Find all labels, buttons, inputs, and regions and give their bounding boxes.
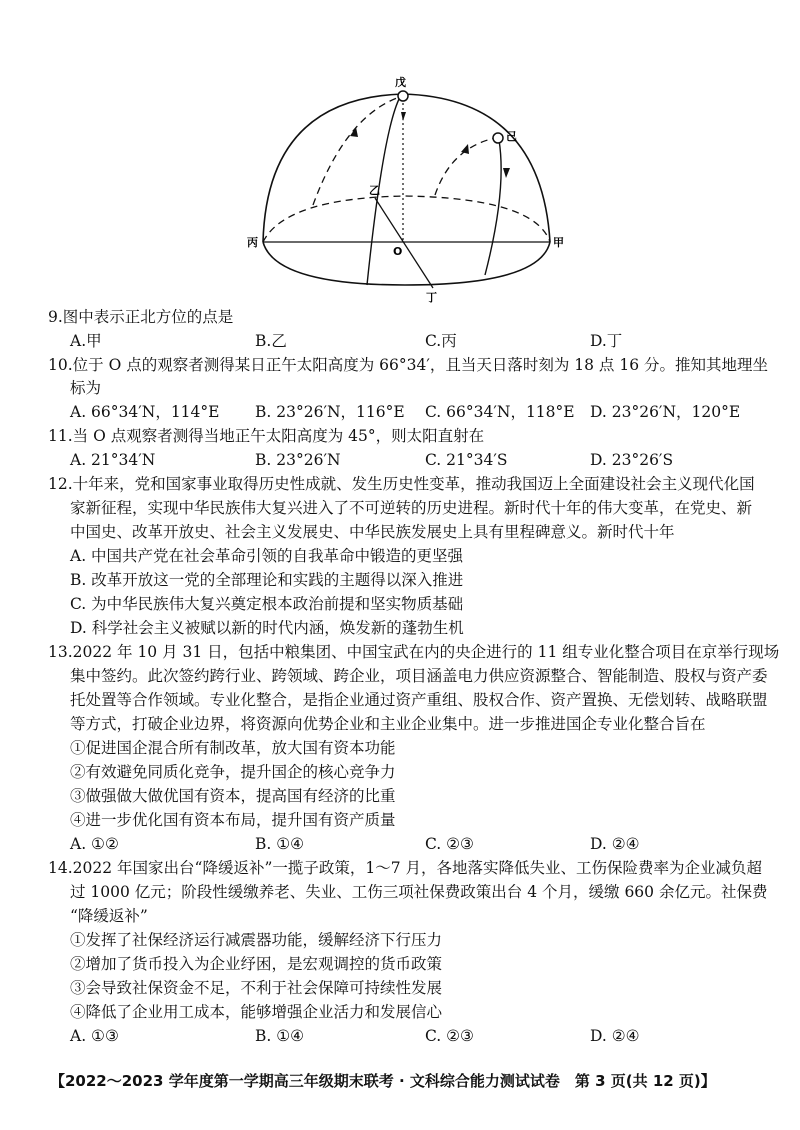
label-o: O (393, 245, 403, 258)
question-10-stem-cont: 标为 (70, 379, 102, 397)
question-11-options (70, 449, 770, 471)
question-11-stem: 11.当 O 点观察者测得当地正午太阳高度为 45°，则太阳直射在 (48, 427, 485, 445)
option: D. ②④ (590, 1027, 640, 1045)
question-13-stem-cont: 托处置等合作领域。专业化整合，是指企业通过资产重组、股权合作、资产置换、无偿划转、战略联盟 (70, 691, 768, 709)
point-wu (398, 91, 408, 101)
option: C. ②③ (425, 1027, 474, 1045)
option: D. 23°26′S (590, 451, 674, 469)
question-13-item-3: ③做强做大做优国有资本，提高国有经济的比重 (70, 787, 396, 805)
question-9-stem: 9.图中表示正北方位的点是 (48, 308, 234, 326)
label-yi: 乙 (369, 184, 380, 197)
option: A. 21°34′N (70, 451, 156, 469)
question-13-options (70, 833, 770, 855)
question-10-stem: 10.位于 O 点的观察者测得某日正午太阳高度为 66°34′，且当天日落时刻为 18 点 16 分。推知其地理坐 (48, 356, 769, 374)
question-13-item-1: ①促进国企混合所有制改革，放大国有资本功能 (70, 739, 396, 757)
option: A. ①② (70, 835, 119, 853)
label-ji: 己 (506, 130, 517, 143)
horizon-back (263, 196, 550, 242)
question-14-item-3: ③会导致社保资金不足，不利于社会保障可持续性发展 (70, 979, 443, 997)
point-ji (493, 133, 503, 143)
question-13-item-4: ④进一步优化国有资本布局，提升国有资产质量 (70, 811, 396, 829)
option: D. ②④ (590, 835, 640, 853)
yi-ding-line (375, 198, 433, 288)
question-14-stem-cont: “降缓返补” (70, 907, 148, 925)
horizon-front (263, 242, 550, 285)
sun-path-2 (485, 140, 501, 275)
question-14-item-2: ②增加了货币投入为企业纾困，是宏观调控的货币政策 (70, 955, 443, 973)
option: B.乙 (255, 332, 287, 350)
question-12-option-d: D. 科学社会主义被赋以新的时代内涵，焕发新的蓬勃生机 (70, 619, 464, 637)
option: A. 66°34′N，114°E (70, 403, 220, 421)
option: D.丁 (590, 332, 623, 350)
question-14-stem: 14.2022 年国家出台“降缓返补”一揽子政策，1～7 月，各地落实降低失业、工伤保险费率为企业减负超 (48, 859, 763, 877)
option: B. ①④ (255, 1027, 305, 1045)
option: A.甲 (70, 332, 102, 350)
question-12-stem: 12.十年来，党和国家事业取得历史性成就、发生历史性变革，推动我国迈上全面建设社会主义现代化国 (48, 475, 755, 493)
option: C. 66°34′N，118°E (425, 403, 575, 421)
question-14-item-1: ①发挥了社保经济运行减震器功能，缓解经济下行压力 (70, 931, 443, 949)
option: C. 21°34′S (425, 451, 508, 469)
page-footer: 【2022～2023 学年度第一学期高三年级期末联考 · 文科综合能力测试试卷 第 3 页(共 12 页)】 (50, 1072, 716, 1090)
question-12-option-b: B. 改革开放这一党的全部理论和实践的主题得以深入推进 (70, 571, 464, 589)
question-13-stem-cont: 集中签约。此次签约跨行业、跨领域、跨企业，项目涵盖电力供应资源整合、智能制造、股权与资产委 (70, 667, 768, 685)
question-14-item-4: ④降低了企业用工成本，能够增强企业活力和发展信心 (70, 1003, 443, 1021)
question-12-option-a: A. 中国共产党在社会革命引领的自我革命中锻造的更坚强 (70, 547, 464, 565)
question-12-option-c: C. 为中华民族伟大复兴奠定根本政治前提和坚实物质基础 (70, 595, 464, 613)
label-jia: 甲 (553, 236, 564, 249)
question-12-stem-cont: 家新征程，实现中华民族伟大复兴进入了不可逆转的历史进程。新时代十年的伟大变革，在党史、新 (70, 499, 753, 517)
label-wu: 戊 (395, 76, 406, 89)
option: C.丙 (425, 332, 457, 350)
question-9-options (70, 330, 770, 352)
sun-path-2-dashed (435, 138, 495, 195)
label-ding: 丁 (426, 291, 437, 304)
question-13-stem-cont: 等方式，打破企业边界，将资源向优势企业和主业企业集中。进一步推进国企专业化整合旨在 (70, 715, 706, 733)
question-14-options (70, 1025, 770, 1047)
question-14-stem-cont: 过 1000 亿元；阶段性缓缴养老、失业、工伤三项社保费政策出台 4 个月，缓缴 660 余亿元。社保费 (70, 883, 768, 901)
label-bing: 丙 (247, 236, 258, 249)
question-13-stem: 13.2022 年 10 月 31 日，包括中粮集团、中国宝武在内的央企进行的 11 组专业化整合项目在京举行现场 (48, 643, 780, 661)
celestial-sphere-diagram (245, 70, 575, 305)
option: D. 23°26′N，120°E (590, 403, 741, 421)
question-12-stem-cont: 中国史、改革开放史、社会主义发展史、中华民族发展史上具有里程碑意义。新时代十年 (70, 523, 675, 541)
option: B. 23°26′N，116°E (255, 403, 405, 421)
option: C. ②③ (425, 835, 474, 853)
question-10-options (70, 401, 770, 423)
option: B. ①④ (255, 835, 305, 853)
option: B. 23°26′N (255, 451, 341, 469)
option: A. ①③ (70, 1027, 119, 1045)
question-13-item-2: ②有效避免同质化竞争，提升国企的核心竞争力 (70, 763, 396, 781)
